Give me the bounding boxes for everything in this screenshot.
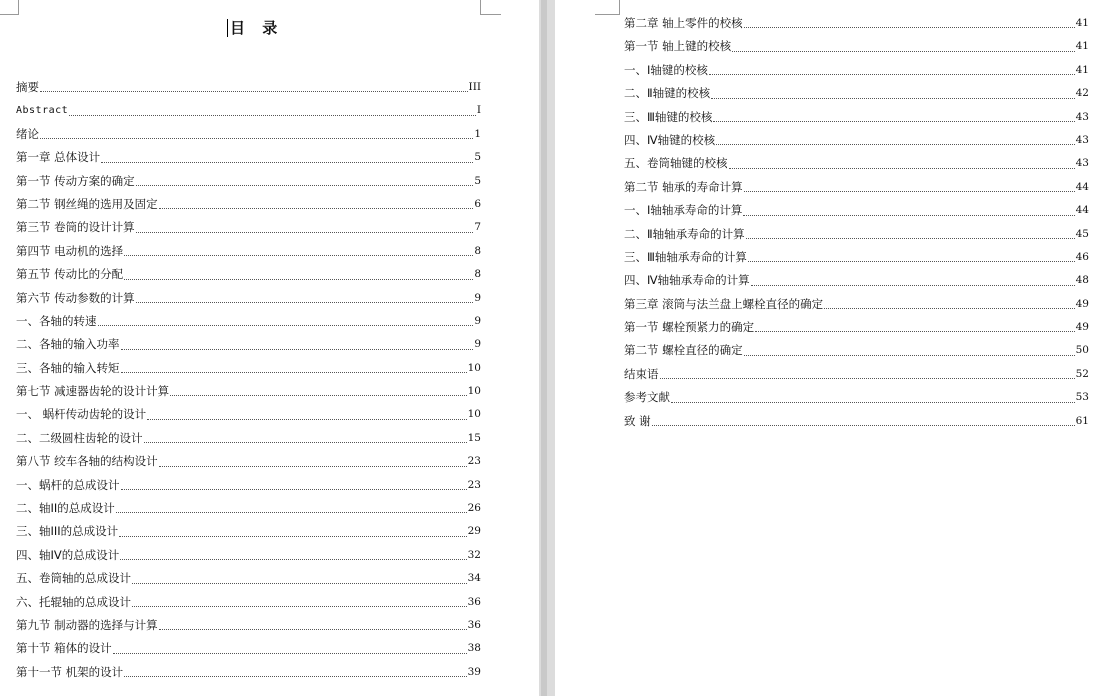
dot-leader: [136, 185, 474, 186]
toc-entry-title: 五、卷筒轴键的校核: [624, 156, 728, 171]
toc-entry-title: 二、轴II的总成设计: [16, 501, 115, 516]
dot-leader: [121, 489, 467, 490]
toc-entry[interactable]: [16, 146, 481, 169]
toc-entry-title: 二、各轴的输入功率: [16, 337, 120, 352]
dot-leader: [136, 232, 474, 233]
toc-entry-page-number: 38: [467, 642, 481, 655]
toc-entry[interactable]: [624, 223, 1089, 246]
toc-entry-page-number: 41: [1075, 16, 1089, 29]
toc-entry-title: 第三节 卷筒的设计计算: [16, 220, 135, 235]
toc-entry[interactable]: [16, 591, 481, 614]
toc-entry-title: 三、Ⅲ轴轴承寿命的计算: [624, 249, 747, 264]
toc-entry[interactable]: [16, 450, 481, 473]
toc-entry-page-number: 36: [467, 618, 481, 631]
toc-entry-page-number: 10: [467, 361, 481, 374]
toc-entry-title: 二、Ⅱ轴轴承寿命的计算: [624, 226, 745, 241]
toc-entry[interactable]: [624, 246, 1089, 269]
toc-entry-page-number: 8: [474, 268, 481, 281]
toc-entry[interactable]: [624, 59, 1089, 82]
toc-entry-title: 一、蜗杆的总成设计: [16, 477, 120, 492]
toc-entry-title: 致 谢: [624, 413, 651, 428]
toc-entry-title: 第一节 螺栓预紧力的确定: [624, 320, 755, 335]
toc-entry-title: 三、各轴的输入转矩: [16, 360, 120, 375]
toc-entry-page-number: 34: [467, 572, 481, 585]
toc-entry-title: 四、轴IV的总成设计: [16, 547, 120, 562]
dot-leader: [755, 331, 1074, 332]
toc-entry-title: 三、Ⅲ轴键的校核: [624, 109, 713, 124]
toc-entry-title: 绪论: [16, 126, 39, 141]
toc-entry-page-number: 9: [474, 291, 481, 304]
toc-entry-page-number: 36: [467, 595, 481, 608]
toc-entry-title: 参考文献: [624, 390, 670, 405]
dot-leader: [144, 442, 467, 443]
toc-entry[interactable]: [624, 363, 1089, 386]
dot-leader: [159, 208, 474, 209]
toc-entry-page-number: 26: [467, 502, 481, 515]
toc-entry[interactable]: [624, 176, 1089, 199]
toc-entry[interactable]: [16, 520, 481, 543]
dot-leader: [671, 402, 1075, 403]
crop-mark-top-left: [0, 0, 19, 15]
toc-entry-page-number: 61: [1075, 414, 1089, 427]
toc-entry[interactable]: [624, 152, 1089, 175]
toc-entry-page-number: 50: [1075, 344, 1089, 357]
dot-leader: [40, 91, 468, 92]
dot-leader: [113, 653, 467, 654]
dot-leader: [170, 395, 466, 396]
toc-entry-page-number: 29: [467, 525, 481, 538]
toc-entry-title: 第五节 传动比的分配: [16, 267, 124, 282]
dot-leader: [124, 255, 473, 256]
toc-entry-page-number: 7: [474, 221, 481, 234]
toc-entry-page-number: 10: [467, 408, 481, 421]
toc-entry-page-number: 43: [1075, 133, 1089, 146]
toc-entry-page-number: 43: [1075, 110, 1089, 123]
toc-entry-page-number: 41: [1075, 63, 1089, 76]
dot-leader: [744, 191, 1075, 192]
toc-title[interactable]: [230, 17, 290, 39]
dot-leader: [121, 349, 474, 350]
toc-entry[interactable]: [16, 99, 481, 122]
toc-entry[interactable]: [16, 427, 481, 450]
toc-entry[interactable]: [16, 357, 481, 380]
toc-entry[interactable]: [624, 82, 1089, 105]
dot-leader: [120, 559, 466, 560]
toc-entry-page-number: 44: [1075, 204, 1089, 217]
toc-entry[interactable]: [16, 637, 481, 660]
toc-entry-title: 第二章 轴上零件的校核: [624, 15, 743, 30]
dot-leader: [159, 629, 467, 630]
dot-leader: [746, 238, 1075, 239]
dot-leader: [136, 302, 474, 303]
toc-entry-title: 五、卷筒轴的总成设计: [16, 571, 131, 586]
toc-entry-title: 第七节 减速器齿轮的设计计算: [16, 384, 170, 399]
toc-entry-title: 六、托辊轴的总成设计: [16, 594, 131, 609]
toc-entry-page-number: 41: [1075, 40, 1089, 53]
toc-entry-page-number: 23: [467, 478, 481, 491]
crop-mark-top-left: [595, 0, 620, 15]
toc-entry-title: 一、Ⅰ轴键的校核: [624, 62, 708, 77]
dot-leader: [711, 98, 1074, 99]
toc-entry-title: 结束语: [624, 366, 659, 381]
toc-entry[interactable]: [16, 380, 481, 403]
toc-entry-page-number: 9: [474, 338, 481, 351]
toc-entry-title: 第二节 钢丝绳的选用及固定: [16, 196, 158, 211]
toc-entry-page-number: 8: [474, 244, 481, 257]
toc-entry-page-number: 48: [1075, 274, 1089, 287]
toc-entry-page-number: 43: [1075, 157, 1089, 170]
dot-leader: [40, 138, 473, 139]
toc-entry[interactable]: [16, 544, 481, 567]
toc-entry-page-number: 45: [1075, 227, 1089, 240]
dot-leader: [124, 676, 466, 677]
toc-entry-title: 第十节 箱体的设计: [16, 641, 112, 656]
toc-entry[interactable]: [624, 106, 1089, 129]
toc-entry[interactable]: [624, 129, 1089, 152]
dot-leader: [147, 419, 466, 420]
toc-entry-page-number: 10: [467, 385, 481, 398]
toc-entry[interactable]: [624, 35, 1089, 58]
toc-entry-title: 第一节 传动方案的确定: [16, 173, 135, 188]
toc-entry-title: 一、各轴的转速: [16, 313, 97, 328]
toc-entry-title: Abstract: [16, 105, 69, 117]
toc-entry[interactable]: [624, 293, 1089, 316]
toc-entry-page-number: III: [468, 80, 481, 93]
dot-leader: [748, 261, 1075, 262]
toc-entry-page-number: I: [476, 104, 481, 117]
toc-entry-page-number: 32: [467, 548, 481, 561]
toc-entry[interactable]: [624, 269, 1089, 292]
toc-entry[interactable]: [624, 12, 1089, 35]
toc-entry[interactable]: [16, 310, 481, 333]
toc-entry[interactable]: [16, 497, 481, 520]
dot-leader: [744, 27, 1075, 28]
dot-leader: [652, 425, 1075, 426]
toc-entry[interactable]: [16, 661, 481, 684]
dot-leader: [743, 215, 1074, 216]
dot-leader: [744, 355, 1075, 356]
toc-entry[interactable]: [16, 333, 481, 356]
toc-entry-title: 四、Ⅳ轴轴承寿命的计算: [624, 273, 750, 288]
dot-leader: [709, 74, 1075, 75]
toc-entry-page-number: 6: [474, 197, 481, 210]
toc-entry-title: 第四节 电动机的选择: [16, 243, 124, 258]
toc-entry-title: 第九节 制动器的选择与计算: [16, 617, 158, 632]
toc-list-left: [16, 76, 481, 684]
toc-entry[interactable]: [16, 403, 481, 426]
toc-entry-page-number: 5: [474, 174, 481, 187]
document-page-right: [555, 0, 1102, 696]
toc-entry[interactable]: [624, 199, 1089, 222]
toc-entry-page-number: 39: [467, 665, 481, 678]
toc-entry[interactable]: [624, 339, 1089, 362]
toc-entry-page-number: 5: [474, 151, 481, 164]
toc-entry-page-number: 23: [467, 455, 481, 468]
toc-entry-page-number: 9: [474, 314, 481, 327]
dot-leader: [716, 144, 1075, 145]
toc-entry[interactable]: [16, 287, 481, 310]
dot-leader: [98, 325, 474, 326]
toc-entry-page-number: 49: [1075, 297, 1089, 310]
dot-leader: [729, 168, 1075, 169]
text-cursor: [227, 19, 228, 37]
crop-mark-top-right: [480, 0, 501, 15]
toc-title-text: 目 录: [230, 19, 284, 37]
dot-leader: [121, 372, 467, 373]
toc-entry-title: 第二节 螺栓直径的确定: [624, 343, 743, 358]
dot-leader: [751, 285, 1075, 286]
dot-leader: [732, 51, 1074, 52]
dot-leader: [132, 606, 467, 607]
toc-entry[interactable]: [16, 263, 481, 286]
dot-leader: [159, 466, 467, 467]
toc-entry[interactable]: [624, 410, 1089, 433]
toc-entry[interactable]: [16, 216, 481, 239]
dot-leader: [119, 536, 466, 537]
toc-entry-title: 四、Ⅳ轴键的校核: [624, 132, 716, 147]
dot-leader: [132, 583, 467, 584]
toc-entry-title: 第二节 轴承的寿命计算: [624, 179, 743, 194]
toc-entry-page-number: 52: [1075, 367, 1089, 380]
dot-leader: [824, 308, 1074, 309]
toc-entry-title: 第八节 绞车各轴的结构设计: [16, 454, 158, 469]
toc-entry[interactable]: [16, 240, 481, 263]
toc-entry[interactable]: [624, 386, 1089, 409]
toc-entry[interactable]: [16, 193, 481, 216]
toc-entry-title: 二、二级圆柱齿轮的设计: [16, 430, 143, 445]
toc-entry-page-number: 1: [474, 127, 481, 140]
toc-entry-page-number: 15: [467, 431, 481, 444]
dot-leader: [124, 279, 473, 280]
dot-leader: [713, 121, 1074, 122]
toc-entry-page-number: 44: [1075, 180, 1089, 193]
toc-entry[interactable]: [16, 614, 481, 637]
toc-entry-page-number: 42: [1075, 87, 1089, 100]
toc-entry[interactable]: [16, 567, 481, 590]
toc-entry[interactable]: [16, 170, 481, 193]
toc-entry-title: 三、轴III的总成设计: [16, 524, 119, 539]
toc-entry-title: 第六节 传动参数的计算: [16, 290, 135, 305]
toc-list-right: [624, 12, 1089, 433]
toc-entry-title: 摘要: [16, 79, 39, 94]
toc-entry-page-number: 46: [1075, 250, 1089, 263]
dot-leader: [69, 115, 476, 116]
toc-entry-title: 一、Ⅰ轴轴承寿命的计算: [624, 203, 743, 218]
page-gutter: [539, 0, 555, 696]
toc-entry-title: 一、 蜗杆传动齿轮的设计: [16, 407, 147, 422]
toc-entry-page-number: 53: [1075, 391, 1089, 404]
toc-entry-page-number: 49: [1075, 321, 1089, 334]
dot-leader: [660, 378, 1075, 379]
toc-entry[interactable]: [624, 316, 1089, 339]
toc-entry-title: 第一节 轴上键的校核: [624, 39, 732, 54]
toc-entry-title: 二、Ⅱ轴键的校核: [624, 86, 711, 101]
toc-entry-title: 第三章 滚筒与法兰盘上螺栓直径的确定: [624, 296, 824, 311]
dot-leader: [116, 512, 467, 513]
toc-entry[interactable]: [16, 474, 481, 497]
toc-entry[interactable]: [16, 123, 481, 146]
toc-entry[interactable]: [16, 76, 481, 99]
dot-leader: [101, 162, 473, 163]
toc-entry-title: 第十一节 机架的设计: [16, 664, 124, 679]
document-page-left: [0, 0, 539, 696]
toc-entry-title: 第一章 总体设计: [16, 150, 101, 165]
